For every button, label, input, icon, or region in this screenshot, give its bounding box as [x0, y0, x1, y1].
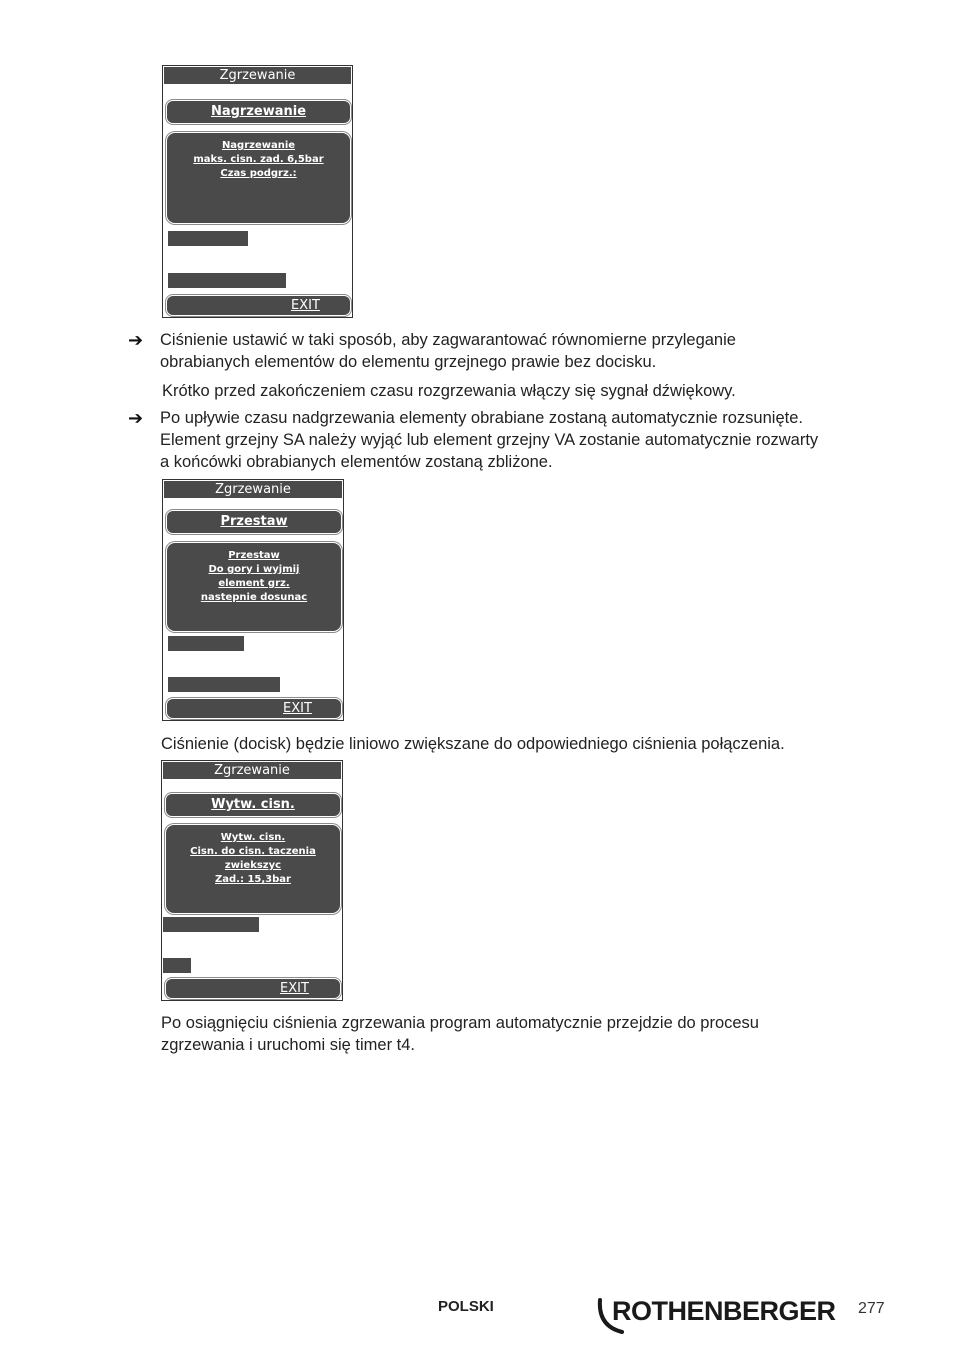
screen-nagrzewanie — [162, 65, 353, 318]
bullet2-line3: a końcówki obrabianych elementów zostaną zbliżone. — [160, 453, 553, 471]
status-bar — [168, 231, 248, 246]
info-panel — [166, 825, 340, 913]
arrow-icon: ➔ — [128, 330, 144, 350]
note2: Ciśnienie (docisk) będzie liniowo zwiększane do odpowiedniego ciśnienia połączenia. — [161, 735, 785, 753]
step-label: Przestaw — [167, 511, 341, 533]
final-line2: zgrzewania i uruchomi się timer t4. — [161, 1036, 416, 1054]
bullet1-line1: Ciśnienie ustawić w taki sposób, aby zagwarantować równomierne przyleganie — [160, 331, 736, 349]
final-line1: Po osiągnięciu ciśnienia zgrzewania program automatycznie przejdzie do procesu — [161, 1014, 759, 1032]
note1: Krótko przed zakończeniem czasu rozgrzewania włączy się sygnał dźwiękowy. — [162, 382, 736, 400]
screen-title: Zgrzewanie — [164, 481, 342, 498]
bullet1-line2: obrabianych elementów do elementu grzejnego prawie bez docisku. — [160, 353, 657, 371]
page-number: 277 — [858, 1300, 885, 1317]
panel-line: Do gory i wyjmij — [208, 564, 300, 575]
status-bar — [163, 917, 259, 932]
bullet2-line2: Element grzejny SA należy wyjąć lub element grzejny VA zostanie automatycznie rozwarty — [160, 431, 819, 449]
panel-line: maks. cisn. zad. 6,5bar — [193, 154, 324, 165]
status-bar — [163, 958, 191, 973]
panel-line: Czas podgrz.: — [220, 168, 297, 179]
panel-line: Wytw. cisn. — [220, 832, 286, 843]
step-label: Nagrzewanie — [167, 101, 350, 123]
exit-label: EXIT — [280, 981, 309, 996]
panel-line: Zad.: 15,3bar — [215, 874, 291, 885]
arrow-icon: ➔ — [128, 408, 144, 428]
screen-wytw-cisn — [161, 760, 343, 1001]
info-panel — [167, 133, 350, 223]
footer-language: POLSKI — [438, 1298, 494, 1315]
panel-line: nastepnie dosunac — [200, 592, 308, 603]
step-label: Wytw. cisn. — [166, 794, 340, 816]
status-bar — [168, 677, 280, 692]
brand-logo — [596, 1296, 840, 1336]
brand-name: ROTHENBERGER — [612, 1296, 836, 1326]
exit-button[interactable] — [166, 979, 340, 998]
status-bar — [168, 636, 244, 651]
panel-line: zwiekszyc — [224, 860, 282, 871]
bullet2-line1: Po upływie czasu nadgrzewania elementy obrabiane zostaną automatycznie rozsunięte. — [160, 409, 803, 427]
exit-label: EXIT — [291, 298, 320, 313]
panel-line: element grz. — [218, 578, 290, 589]
panel-line: Nagrzewanie — [221, 140, 296, 151]
screen-title: Zgrzewanie — [163, 762, 341, 779]
panel-line: Cisn. do cisn. taczenia — [190, 846, 316, 857]
screen-title: Zgrzewanie — [164, 67, 351, 84]
exit-label: EXIT — [283, 701, 312, 716]
screen-przestaw — [162, 479, 344, 721]
exit-button[interactable] — [167, 699, 341, 718]
panel-line: Przestaw — [228, 550, 280, 561]
exit-button[interactable] — [167, 296, 350, 315]
status-bar — [168, 273, 286, 288]
info-panel — [167, 543, 341, 631]
